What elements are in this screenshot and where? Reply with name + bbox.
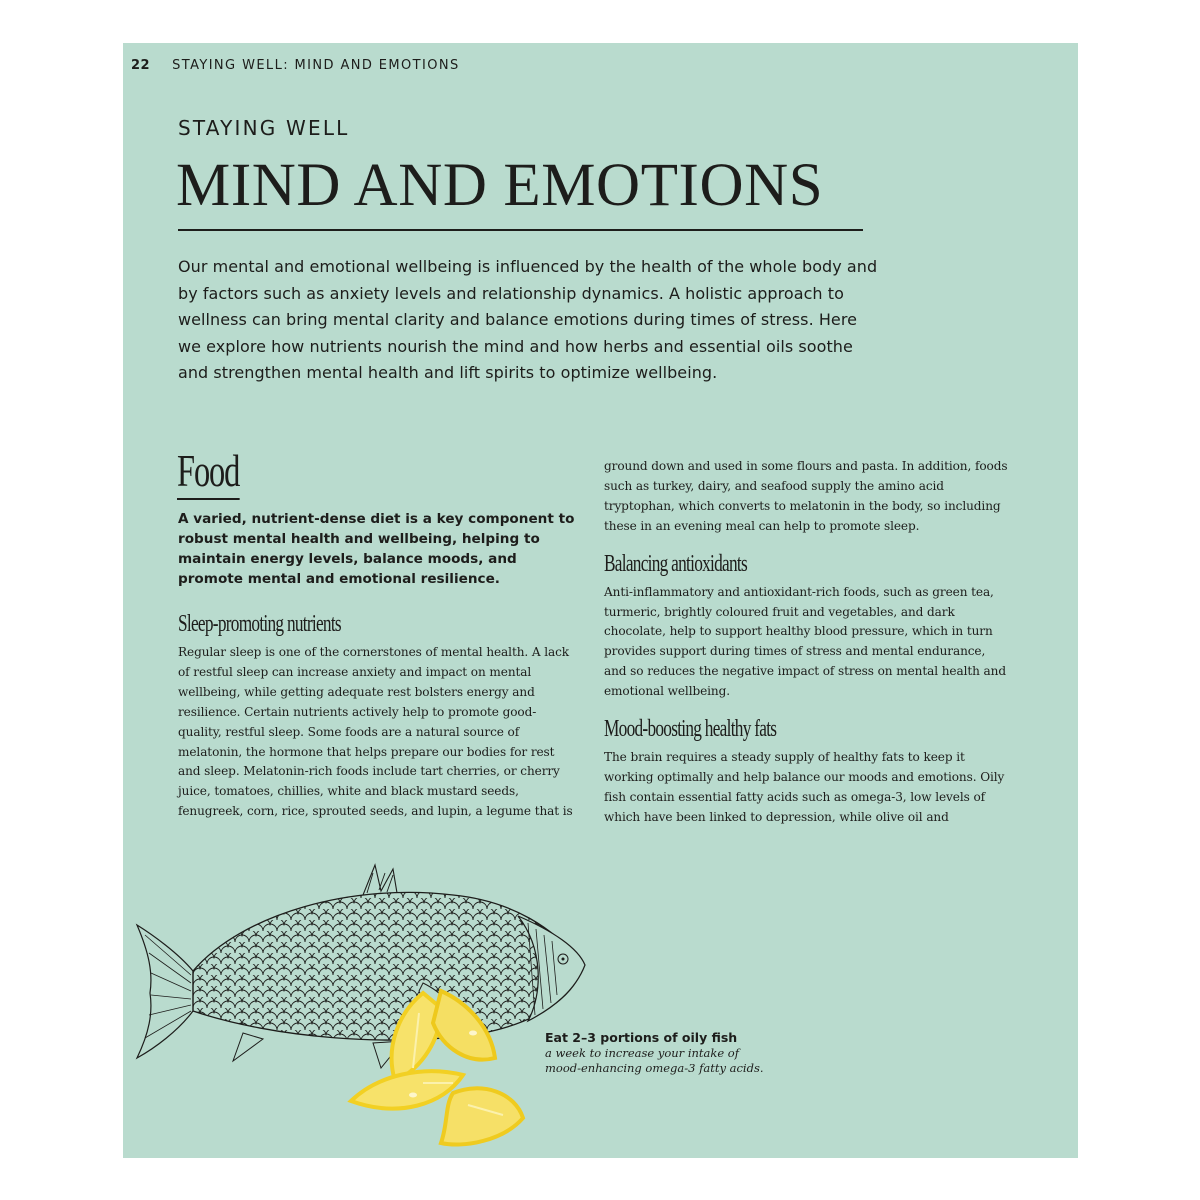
healthy-fats-heading: Mood-boosting healthy fats [604, 716, 777, 743]
left-column [178, 611, 578, 822]
image-caption [545, 1030, 765, 1076]
title-rule [178, 229, 863, 231]
intro-paragraph: Our mental and emotional wellbeing is influenced by the health of the whole body and by factors such as anxiety levels and relationship dynamics. A holistic approach to wellness can bring mental clarity and balance emotions during times of stress. Here we explore how nutrients nourish the mind and how herbs and essential oils soothe and strengthen mental health and lift spirits to optimize wellbeing. [178, 257, 878, 382]
running-head [131, 58, 460, 73]
fish-drawing [137, 865, 585, 1068]
food-lead-paragraph: A varied, nutrient-dense diet is a key component to robust mental health and wellbeing, helping to maintain energy levels, balance moods, and promote mental and emotional resilience. [178, 511, 575, 587]
continuation-text: ground down and used in some flours and pasta. In addition, foods such as turkey, dairy, and seafood supply the amino acid tryptophan, which converts to melatonin in the body, so including these in an evening meal can help to promote sleep. [604, 459, 1008, 533]
food-heading: Food [177, 446, 239, 500]
sleep-nutrients-text: Regular sleep is one of the cornerstones of mental health. A lack of restful sleep can increase anxiety and impact on mental wellbeing, while getting adequate rest bolsters energy and resilience. Certain nutrients actively help to promote good-quality, restful sleep. Some foods are a natural source of melatonin, the hormone that helps prepare our bodies for rest and sleep. Melatonin-rich foods include tart cherries, or cherry juice, tomatoes, chillies, white and black mustard seeds, fenugreek, corn, rice, sprouted seeds, and lupin, a legume that is [178, 645, 573, 819]
page-title: MIND AND EMOTIONS [176, 152, 824, 219]
healthy-fats-text: The brain requires a steady supply of healthy fats to keep it working optimally and help balance our moods and emotions. Oily fish contain essential fatty acids such as omega-3, low levels of which have been linked to depression, while olive oil and [604, 750, 1005, 824]
running-head-title: STAYING WELL: MIND AND EMOTIONS [172, 58, 460, 73]
right-column [604, 457, 1009, 828]
sleep-nutrients-heading: Sleep-promoting nutrients [178, 611, 341, 637]
book-page [123, 43, 1078, 1158]
fish-and-lemon-illustration [123, 843, 643, 1158]
antioxidants-text: Anti-inflammatory and antioxidant-rich foods, such as green tea, turmeric, brightly coloured fruit and vegetables, and dark chocolate, help to support healthy blood pressure, which in turn provides support during times of stress and mental endurance, and so reduces the negative impact of stress on mental health and emotional wellbeing. [604, 584, 1006, 699]
caption-title: Eat 2–3 portions of oily fish [545, 1030, 738, 1045]
page-number: 22 [131, 58, 151, 73]
antioxidants-heading: Balancing antioxidants [604, 550, 748, 577]
section-kicker: STAYING WELL [178, 116, 350, 140]
caption-text: a week to increase your intake of mood-enhancing omega-3 fatty acids. [545, 1046, 764, 1075]
